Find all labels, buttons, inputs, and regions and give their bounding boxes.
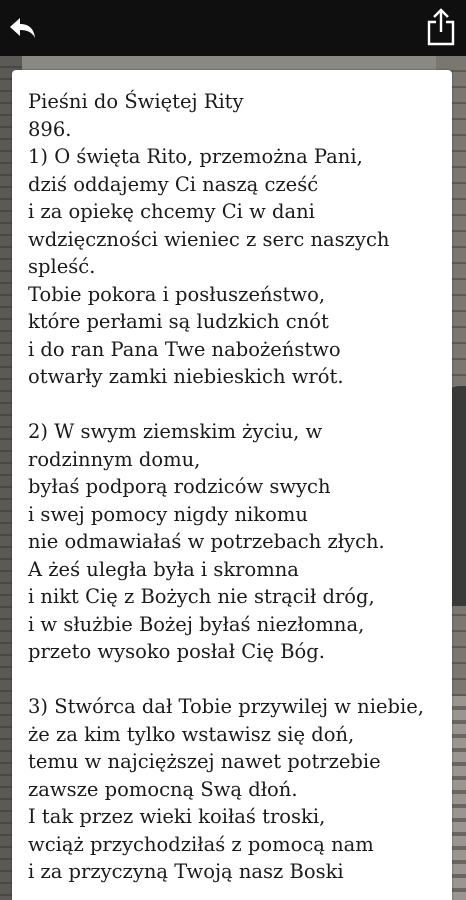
lyric-line: i nikt Cię z Bożych nie strącił dróg,: [28, 585, 375, 608]
lyric-line: dziś oddajemy Ci naszą cześć: [28, 172, 319, 196]
song-number: 896.: [28, 117, 72, 141]
lyric-line: 2) W swym ziemskim życiu, w: [28, 420, 323, 443]
lyric-line: [28, 391, 446, 419]
lyric-line: i swej pomocy nigdy nikomu: [28, 502, 308, 526]
back-button[interactable]: [8, 14, 38, 42]
reply-arrow-icon: [8, 14, 38, 42]
lyric-line: spleść.: [28, 255, 96, 278]
lyric-line: temu w najcięższej nawet potrzebie: [28, 750, 381, 773]
lyric-line: i za przyczyną Twoją nasz Boski: [28, 860, 344, 883]
lyric-line: 1) O święta Rito, przemożna Pani,: [28, 145, 363, 168]
lyric-line: zawsze pomocną Swą dłoń.: [28, 777, 298, 801]
lyric-line: [28, 666, 446, 694]
lyric-line: i w służbie Bożej byłaś niezłomna,: [28, 612, 365, 636]
lyric-line: otwarły zamki niebieskich wrót.: [28, 365, 344, 388]
lyric-line: 3) Stwórca dał Tobie przywilej w niebie,: [28, 695, 424, 718]
song-title: Pieśni do Świętej Rity: [28, 90, 244, 113]
lyric-line: byłaś podporą rodziców swych: [28, 475, 331, 498]
lyric-line: nie odmawiałaś w potrzebach złych.: [28, 530, 385, 553]
lyrics-text: [28, 88, 446, 886]
lyric-line: przeto wysoko posłał Cię Bóg.: [28, 640, 325, 663]
lyric-line: I tak przez wieki koiłaś troski,: [28, 805, 326, 828]
share-button[interactable]: [426, 8, 456, 46]
lyric-line: które perłami są ludzkich cnót: [28, 310, 329, 333]
lyric-line: i za opiekę chcemy Ci w dani: [28, 200, 315, 223]
lyric-line: A żeś uległa była i skromna: [28, 557, 299, 581]
share-icon: [426, 8, 456, 46]
lyric-line: i do ran Pana Twe nabożeństwo: [28, 337, 341, 361]
lyric-line: Tobie pokora i posłuszeństwo,: [28, 282, 326, 306]
top-toolbar: [0, 0, 466, 56]
lyric-line: wdzięczności wieniec z serc naszych: [28, 227, 390, 251]
lyrics-panel: [12, 70, 452, 900]
lyric-line: że za kim tylko wstawisz się doń,: [28, 722, 355, 746]
lyric-line: rodzinnym domu,: [28, 447, 201, 471]
lyric-line: wciąż przychodziłaś z pomocą nam: [28, 832, 374, 856]
